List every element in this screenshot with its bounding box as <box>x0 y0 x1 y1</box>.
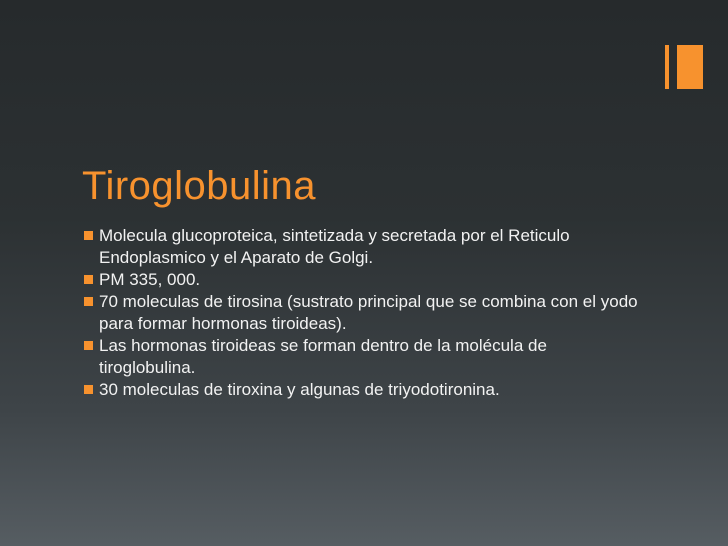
orange-double-bar-icon <box>665 45 705 89</box>
bullet-text: 70 moleculas de tirosina (sustrato principal que se combina con el yodo para formar hormonas tiroideas). <box>99 292 638 333</box>
slide-title: Tiroglobulina <box>82 164 317 208</box>
bullet-item <box>82 291 642 335</box>
bullet-item <box>82 269 642 291</box>
square-bullet-icon <box>84 341 93 350</box>
bullet-text: 30 moleculas de tiroxina y algunas de triyodotironina. <box>99 380 500 399</box>
bullet-item <box>82 379 642 401</box>
bullet-item <box>82 225 642 269</box>
square-bullet-icon <box>84 231 93 240</box>
bullet-text: PM 335, 000. <box>99 270 201 289</box>
bullet-item <box>82 335 642 379</box>
bullet-text: Molecula glucoproteica, sintetizada y secretada por el Reticulo Endoplasmico y el Aparato de Golgi. <box>99 226 570 267</box>
corner-thin-bar <box>665 45 669 89</box>
square-bullet-icon <box>84 385 93 394</box>
square-bullet-icon <box>84 297 93 306</box>
square-bullet-icon <box>84 275 93 284</box>
bullet-list <box>82 225 642 401</box>
corner-thick-bar <box>677 45 703 89</box>
bullet-text: Las hormonas tiroideas se forman dentro de la molécula de tiroglobulina. <box>99 336 547 377</box>
